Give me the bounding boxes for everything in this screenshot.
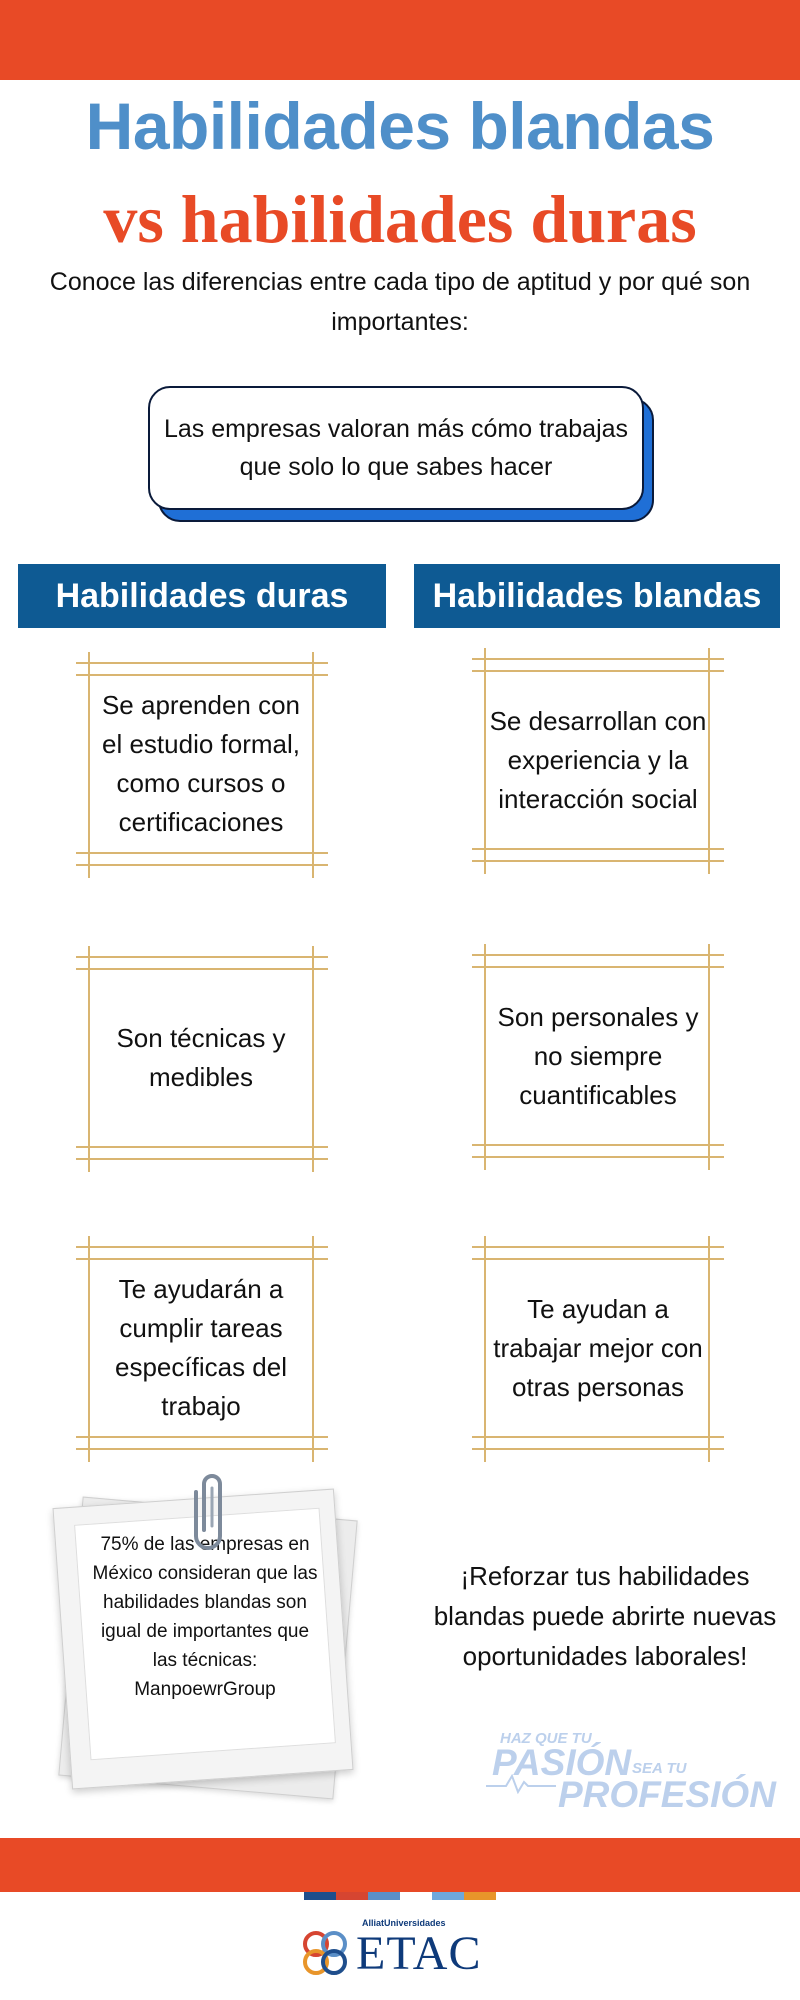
- card-soft-1: [472, 648, 724, 874]
- logo-alliat-text: AlliatUniversidades: [362, 1918, 446, 1928]
- column-header-soft-skills: Habilidades blandas: [414, 564, 780, 628]
- slogan-line-3: SEA TU: [632, 1760, 687, 1777]
- color-stripe-1: [304, 1892, 336, 1900]
- cta-text: ¡Reforzar tus habilidades blandas puede abrirte nuevas oportunidades laborales!: [433, 1561, 777, 1671]
- card-hard-1: [76, 652, 328, 878]
- color-stripe-3: [368, 1892, 400, 1900]
- column-header-hard-skills: Habilidades duras: [18, 564, 386, 628]
- card-soft-2-text: Son personales y no siempre cuantificables: [497, 1001, 699, 1110]
- paperclip-icon: [190, 1470, 234, 1552]
- card-soft-1-text: Se desarrollan con experiencia y la interacción social: [489, 705, 707, 814]
- card-hard-1-text: Se aprenden con el estudio formal, como cursos o certificaciones: [101, 690, 301, 837]
- card-soft-3-text: Te ayudan a trabajar mejor con otras personas: [493, 1293, 703, 1402]
- subtitle: Conoce las diferencias entre cada tipo de aptitud y por qué son importantes:: [49, 268, 751, 336]
- color-stripe-2: [336, 1892, 368, 1900]
- title-line-2: vs habilidades duras: [103, 181, 697, 257]
- slogan-line-4: PROFESIÓN: [558, 1774, 776, 1815]
- slogan-line-2: PASIÓN: [492, 1742, 632, 1783]
- card-hard-2-text: Son técnicas y medibles: [116, 1023, 286, 1092]
- logo-etac-text: ETAC: [356, 1927, 482, 1980]
- card-soft-3: [472, 1236, 724, 1462]
- bottom-banner: [0, 1838, 800, 1892]
- color-stripe-5: [464, 1892, 496, 1900]
- card-soft-2: [472, 944, 724, 1170]
- slogan-line-1: HAZ QUE TU: [500, 1730, 592, 1747]
- card-hard-3-text: Te ayudarán a cumplir tareas específicas del trabajo: [115, 1274, 287, 1421]
- etac-logo: [298, 1918, 508, 1980]
- etac-emblem-icon: [298, 1926, 352, 1980]
- color-stripe-4: [432, 1892, 464, 1900]
- heartbeat-icon: [486, 1774, 556, 1794]
- callout-text: Las empresas valoran más cómo trabajas que solo lo que sabes hacer: [163, 415, 629, 481]
- title-line-1: Habilidades blandas: [85, 89, 715, 163]
- callout-box: [148, 386, 644, 510]
- note-statistic-text: 75% de las empresas en México consideran que las habilidades blandas son igual de importantes que las técnicas: ManpoewrGroup: [92, 1534, 318, 1700]
- slogan-logo: [486, 1730, 786, 1820]
- top-banner: [0, 0, 800, 80]
- card-hard-3: [76, 1236, 328, 1462]
- card-hard-2: [76, 946, 328, 1172]
